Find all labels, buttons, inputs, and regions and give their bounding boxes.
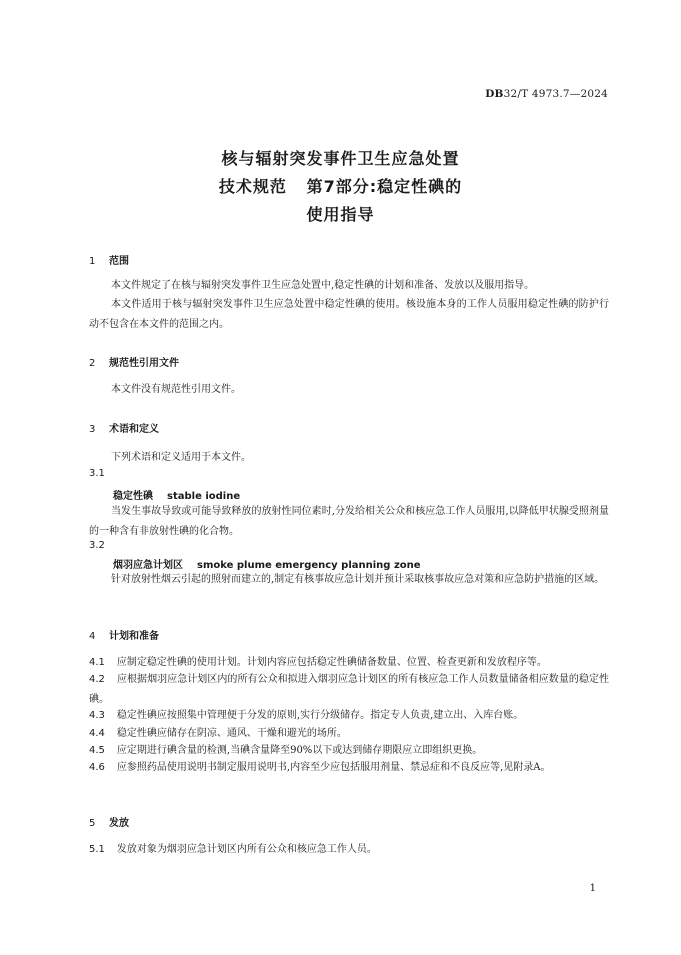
list-item — [89, 840, 609, 860]
list-item — [89, 706, 609, 726]
section-1-paragraph-1: 本文件规定了在核与辐射突发事件卫生应急处置中,稳定性碘的计划和准备、发放以及服用指导。 — [111, 280, 535, 291]
standard-number: 32/T 4973.7—2024 — [503, 88, 608, 100]
section-2-heading — [89, 354, 179, 369]
section-2-paragraph-1: 本文件没有规范性引用文件。 — [111, 384, 241, 395]
item-text: 稳定性碘应储存在阴凉、通风、干燥和避光的场所。 — [116, 728, 347, 739]
section-1-paragraph-2: 本文件适用于核与辐射突发事件卫生应急处置中稳定性碘的使用。核设施本身的工作人员服用稳定性碘的防护行动不包含在本文件的范围之内。 — [89, 299, 609, 330]
section-5-heading — [89, 814, 129, 829]
section-title: 规范性引用文件 — [109, 358, 179, 369]
section-number: 1 — [89, 256, 96, 267]
section-number: 3 — [89, 424, 96, 435]
document-title-line-2: 技术规范 第7部分:稳定性碘的 — [218, 177, 463, 196]
item-text: 应定期进行碘含量的检测,当碘含量降至90%以下或达到储存期限应立即组织更换。 — [116, 745, 483, 756]
item-number: 4.2 — [89, 674, 105, 685]
term-3-2-title — [113, 556, 421, 571]
item-number: 4.5 — [89, 745, 105, 756]
item-number: 5.1 — [89, 844, 105, 855]
section-4-heading — [89, 627, 159, 642]
term-english: smoke plume emergency planning zone — [197, 560, 421, 571]
item-number: 4.3 — [89, 710, 105, 721]
term-3-1-title — [113, 487, 240, 502]
section-3-heading — [89, 420, 159, 435]
item-number: 4.4 — [89, 728, 105, 739]
section-number: 5 — [89, 818, 96, 829]
item-text: 发放对象为烟羽应急计划区内所有公众和核应急工作人员。 — [116, 844, 377, 855]
term-chinese: 烟羽应急计划区 — [113, 560, 183, 571]
list-item — [89, 758, 609, 778]
document-title-line-1: 核与辐射突发事件卫生应急处置 — [221, 149, 460, 168]
item-number: 4.6 — [89, 762, 105, 773]
section-number: 4 — [89, 631, 96, 642]
standard-code — [485, 88, 608, 100]
item-number: 4.1 — [89, 657, 105, 668]
item-text: 应参照药品使用说明书制定服用说明书,内容至少应包括服用剂量、禁忌症和不良反应等,见附录A。 — [116, 762, 551, 773]
section-title: 发放 — [109, 818, 129, 829]
page-number: 1 — [589, 883, 596, 894]
document-title-line-3: 使用指导 — [306, 205, 375, 224]
term-3-1-definition: 当发生事故导致或可能导致释放的放射性同位素时,分发给相关公众和核应急工作人员服用,以降低甲状腺受照剂量的一种含有非放射性碘的化合物。 — [89, 506, 609, 537]
section-title: 范围 — [109, 256, 129, 267]
term-english: stable iodine — [167, 491, 241, 502]
section-title: 术语和定义 — [109, 424, 159, 435]
section-number: 2 — [89, 358, 96, 369]
term-3-2-number: 3.2 — [89, 540, 105, 551]
term-chinese: 稳定性碘 — [113, 491, 153, 502]
item-text: 稳定性碘应按照集中管理便于分发的原则,实行分级储存。指定专人负责,建立出、入库台账。 — [116, 710, 524, 721]
section-1-heading — [89, 252, 129, 267]
section-title: 计划和准备 — [109, 631, 159, 642]
standard-prefix: DB — [485, 88, 504, 100]
term-3-2-definition: 针对放射性烟云引起的照射而建立的,制定有核事故应急计划并预计采取核事故应急对策和应急防护措施的区域。 — [111, 574, 605, 585]
list-item — [89, 670, 609, 710]
item-text: 应制定稳定性碘的使用计划。计划内容应包括稳定性碘储备数量、位置、检查更新和发放程序等。 — [116, 657, 547, 668]
item-text: 应根据烟羽应急计划区内的所有公众和拟进入烟羽应急计划区的所有核应急工作人员数量储备相应数量的稳定性碘。 — [89, 674, 609, 705]
section-3-paragraph-1: 下列术语和定义适用于本文件。 — [111, 452, 251, 463]
term-3-1-number: 3.1 — [89, 468, 105, 479]
